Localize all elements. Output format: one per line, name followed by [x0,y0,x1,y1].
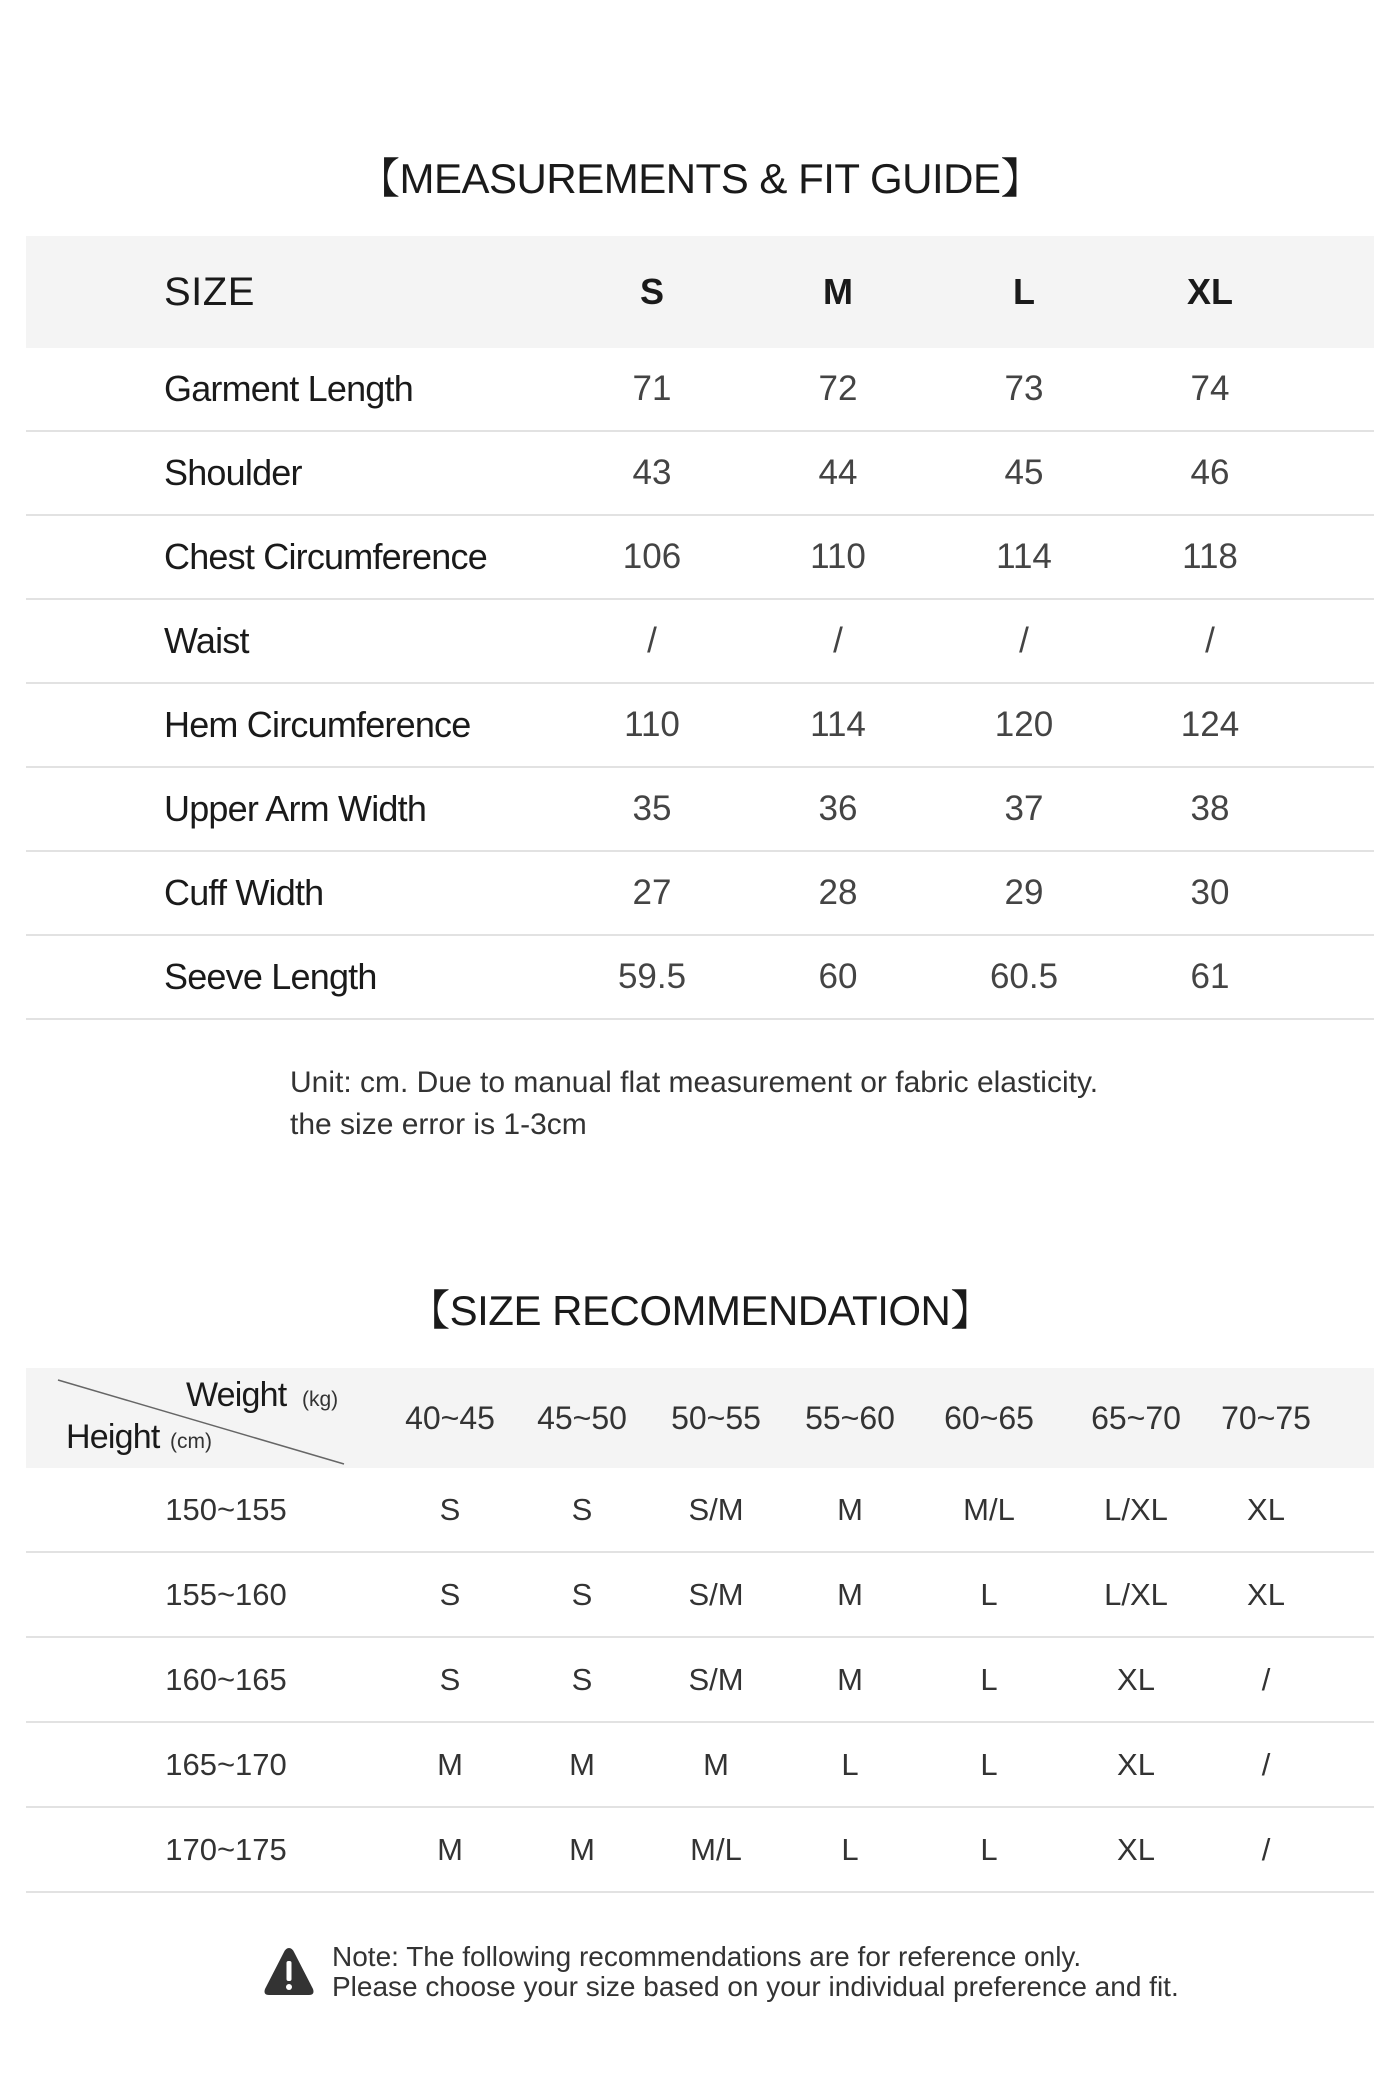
measurement-value: 60.5 [989,957,1059,996]
height-range: 170~175 [165,1831,287,1867]
measurement-value: 106 [622,537,682,576]
measurement-value: / [1019,621,1029,660]
recommended-size: M [437,1746,463,1782]
recommended-size: S [571,1491,593,1527]
measurement-value: 30 [1190,873,1230,912]
measurement-label: Chest Circumference [164,536,487,577]
recommended-size: M/L [690,1831,742,1867]
measurement-row-shoulder [26,432,1374,516]
measurement-value: 61 [1190,957,1230,996]
measurement-value: 124 [1180,705,1240,744]
measurement-value: 27 [632,873,672,912]
recommended-size: M [569,1746,595,1782]
measurement-value: 35 [632,789,672,828]
recommendation-note-line-2: Please choose your size based on your individual preference and fit. [332,1971,1179,2002]
measurement-value: / [833,621,843,660]
recommended-size: / [1261,1831,1271,1867]
recommendation-row [26,1468,1374,1553]
recommended-size: S/M [688,1661,744,1697]
size-header-label: SIZE [164,269,255,314]
recommended-size: S [439,1661,461,1697]
measurement-unit-note [290,1062,1098,1146]
measurement-label: Hem Circumference [164,704,471,745]
recommended-size: M [837,1661,863,1697]
size-header-s: S [639,271,664,312]
weight-header: 70~75 [1221,1399,1311,1436]
measurement-value: 73 [1004,369,1044,408]
measurement-row-chest [26,516,1374,600]
measurement-label: Garment Length [164,368,413,409]
measurement-value: 46 [1190,453,1230,492]
measurement-label: Upper Arm Width [164,788,427,829]
recommended-size: L/XL [1104,1576,1168,1612]
recommendation-title: 【SIZE RECOMMENDATION】 [408,1287,992,1334]
weight-header: 50~55 [671,1399,761,1436]
measurement-value: 60 [818,957,858,996]
size-header-xl: XL [1186,271,1233,312]
measurement-value: 110 [624,705,680,744]
recommended-size: M [703,1746,729,1782]
recommendation-row [26,1808,1374,1893]
recommendation-note [262,1942,1179,2002]
recommended-size: XL [1247,1491,1285,1527]
corner-height-unit: (cm) [170,1430,212,1453]
recommended-size: S/M [688,1576,744,1612]
unit-note-line-1: Unit: cm. Due to manual flat measurement or fabric elasticity. [290,1066,1099,1099]
measurements-title: 【MEASUREMENTS & FIT GUIDE】 [358,155,1042,202]
measurement-value: 29 [1004,873,1044,912]
height-range: 165~170 [165,1746,287,1782]
weight-header: 40~45 [405,1399,495,1436]
corner-weight-label: Weight [186,1376,287,1414]
measurement-value: 44 [818,453,858,492]
recommended-size: M [837,1491,863,1527]
measurement-label: Waist [164,620,249,661]
measurement-value: 38 [1190,789,1230,828]
measurement-row-hem [26,684,1374,768]
recommended-size: S [571,1661,593,1697]
height-range: 155~160 [165,1576,287,1612]
measurement-value: 59.5 [617,957,687,996]
measurement-value: 37 [1004,789,1044,828]
recommended-size: L [980,1576,998,1612]
warning-icon [262,1945,316,1999]
measurement-value: 120 [994,705,1054,744]
recommendation-note-line-1: Note: The following recommendations are for reference only. [332,1941,1082,1972]
recommended-size: XL [1117,1746,1155,1782]
recommendation-row [26,1723,1374,1808]
measurement-value: 72 [818,369,858,408]
recommended-size: S [439,1491,461,1527]
recommended-size: / [1261,1661,1271,1697]
recommended-size: L [980,1661,998,1697]
measurement-value: / [647,621,657,660]
recommended-size: M/L [963,1491,1015,1527]
measurement-row-waist [26,600,1374,684]
weight-header: 65~70 [1091,1399,1181,1436]
measurement-value: 45 [1004,453,1044,492]
measurement-value: 43 [632,453,672,492]
recommended-size: M [837,1576,863,1612]
measurement-label: Shoulder [164,452,302,493]
measurement-value: 114 [996,537,1052,576]
weight-header: 45~50 [537,1399,627,1436]
recommended-size: M [437,1831,463,1867]
measurement-value: 114 [810,705,866,744]
measurements-table [26,236,1374,1020]
measurement-value: 110 [810,537,866,576]
measurement-value: / [1205,621,1215,660]
recommended-size: L [980,1831,998,1867]
measurement-row-upper-arm [26,768,1374,852]
recommendation-header-row [26,1368,1374,1468]
height-range: 150~155 [165,1491,287,1527]
recommendation-row [26,1638,1374,1723]
measurement-value: 118 [1182,537,1238,576]
recommended-size: S [439,1576,461,1612]
recommended-size: XL [1117,1831,1155,1867]
measurement-value: 74 [1190,369,1230,408]
size-header-m: M [823,271,853,312]
measurement-row-cuff [26,852,1374,936]
weight-header: 55~60 [805,1399,895,1436]
measurement-value: 36 [818,789,858,828]
recommended-size: S [571,1576,593,1612]
recommended-size: L [980,1746,998,1782]
measurement-value: 71 [632,369,672,408]
measurement-row-garment-length [26,348,1374,432]
recommendation-row [26,1553,1374,1638]
unit-note-line-2: the size error is 1-3cm [290,1108,587,1141]
recommendation-table [26,1368,1374,1893]
recommended-size: XL [1247,1576,1285,1612]
recommended-size: L/XL [1104,1491,1168,1527]
corner-weight-unit: (kg) [302,1388,339,1411]
recommended-size: / [1261,1746,1271,1782]
recommended-size: L [841,1746,859,1782]
recommended-size: L [841,1831,859,1867]
measurement-value: 28 [818,873,858,912]
measurements-header-row [26,236,1374,348]
recommended-size: M [569,1831,595,1867]
height-range: 160~165 [165,1661,287,1697]
measurement-label: Seeve Length [164,956,377,997]
recommended-size: XL [1117,1661,1155,1697]
corner-height-label: Height [66,1418,160,1456]
measurement-label: Cuff Width [164,872,324,913]
weight-header: 60~65 [944,1399,1034,1436]
size-header-l: L [1013,271,1035,312]
recommended-size: S/M [688,1491,744,1527]
measurement-row-sleeve [26,936,1374,1020]
